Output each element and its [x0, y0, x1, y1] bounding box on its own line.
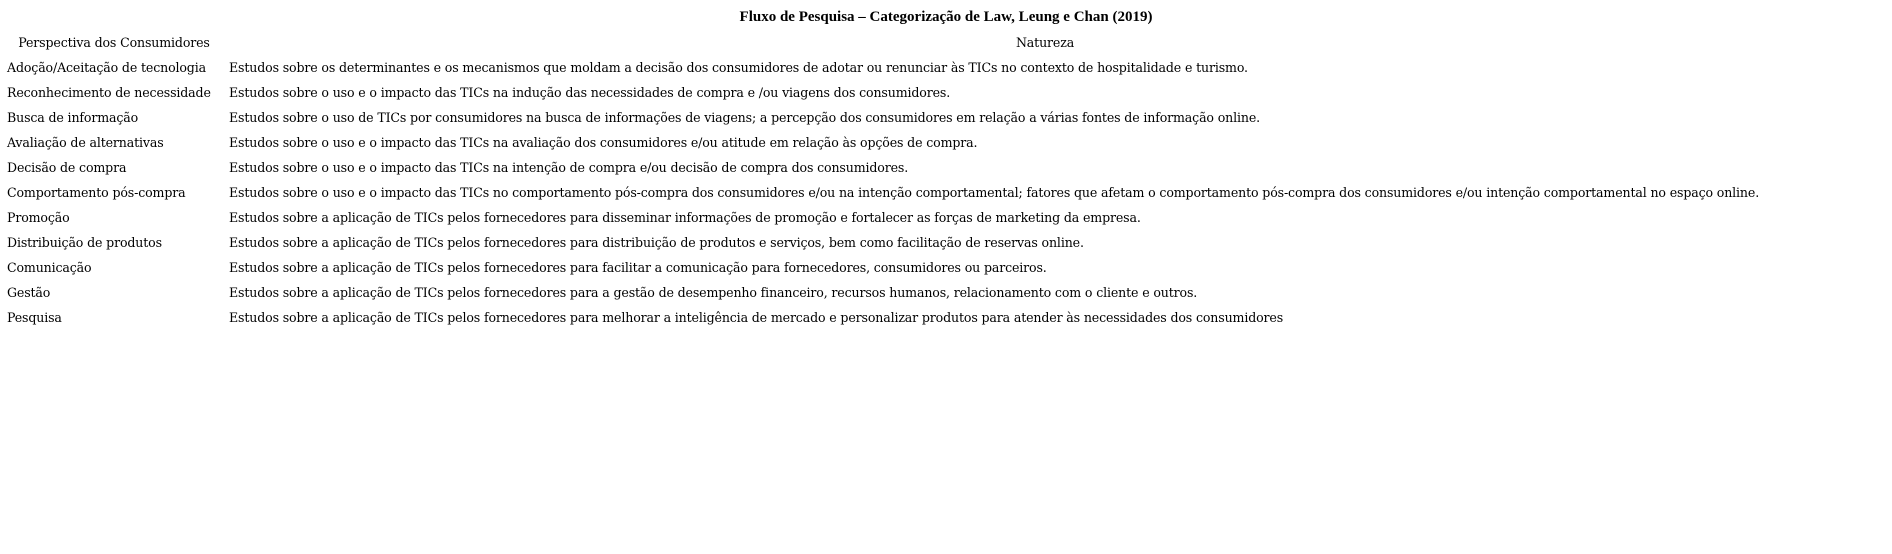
cell-perspectiva[interactable]: Busca de informação: [7, 110, 139, 125]
table-row: [3, 205, 1865, 230]
cell-natureza[interactable]: Estudos sobre a aplicação de TICs pelos fornecedores para a gestão de desempenho financeiro, recursos humanos, relacionamento com o cliente e outros.: [229, 285, 1198, 300]
table-row: [3, 55, 1865, 80]
table-row: [3, 180, 1865, 205]
cell-perspectiva[interactable]: Comportamento pós-compra: [7, 185, 186, 200]
cell-perspectiva[interactable]: Avaliação de alternativas: [7, 135, 164, 150]
cell-perspectiva[interactable]: Distribuição de produtos: [7, 235, 162, 250]
cell-natureza[interactable]: Estudos sobre a aplicação de TICs pelos fornecedores para melhorar a inteligência de mercado e personalizar produtos para atender às necessidades dos consumidores: [229, 310, 1284, 325]
cell-natureza[interactable]: Estudos sobre a aplicação de TICs pelos fornecedores para facilitar a comunicação para fornecedores, consumidores ou parceiros.: [229, 260, 1047, 275]
cell-perspectiva[interactable]: Gestão: [7, 285, 51, 300]
cell-natureza[interactable]: Estudos sobre a aplicação de TICs pelos fornecedores para distribuição de produtos e serviços, bem como facilitação de reservas online.: [229, 235, 1084, 250]
header-perspectiva[interactable]: Perspectiva dos Consumidores: [18, 35, 210, 50]
cell-natureza[interactable]: Estudos sobre os determinantes e os mecanismos que moldam a decisão dos consumidores de adotar ou renunciar às TICs no contexto de hospitalidade e turismo.: [229, 60, 1248, 75]
cell-natureza[interactable]: Estudos sobre o uso e o impacto das TICs no comportamento pós-compra dos consumidores e/ou na intenção comportamental; fatores que afetam o comportamento pós-compra dos consumidores e/ou intenção comportamental no espaço online.: [229, 185, 1760, 200]
table-row: [3, 280, 1865, 305]
cell-natureza[interactable]: Estudos sobre o uso e o impacto das TICs na indução das necessidades de compra e /ou viagens dos consumidores.: [229, 85, 951, 100]
cell-natureza[interactable]: Estudos sobre o uso e o impacto das TICs na intenção de compra e/ou decisão de compra dos consumidores.: [229, 160, 909, 175]
table-row: [3, 155, 1865, 180]
header-natureza[interactable]: Natureza: [1015, 35, 1075, 50]
research-flow-table: [3, 30, 1865, 330]
cell-perspectiva[interactable]: Adoção/Aceitação de tecnologia: [7, 60, 206, 75]
cell-natureza[interactable]: Estudos sobre a aplicação de TICs pelos fornecedores para disseminar informações de promoção e fortalecer as forças de marketing da empresa.: [229, 210, 1141, 225]
table-row: [3, 80, 1865, 105]
table-row: [3, 255, 1865, 280]
cell-perspectiva[interactable]: Comunicação: [7, 260, 92, 275]
cell-perspectiva[interactable]: Promoção: [7, 210, 70, 225]
header-row: [3, 30, 1865, 55]
table-row: [3, 305, 1865, 330]
cell-perspectiva[interactable]: Decisão de compra: [7, 160, 127, 175]
table-row: [3, 230, 1865, 255]
cell-perspectiva[interactable]: Pesquisa: [7, 310, 62, 325]
table-title: Fluxo de Pesquisa – Categorização de Law, Leung e Chan (2019): [739, 9, 1153, 25]
cell-natureza[interactable]: Estudos sobre o uso e o impacto das TICs na avaliação dos consumidores e/ou atitude em relação às opções de compra.: [229, 135, 978, 150]
table-row: [3, 105, 1865, 130]
cell-natureza[interactable]: Estudos sobre o uso de TICs por consumidores na busca de informações de viagens; a percepção dos consumidores em relação a várias fontes de informação online.: [229, 110, 1260, 125]
table-row: [3, 130, 1865, 155]
cell-perspectiva[interactable]: Reconhecimento de necessidade: [7, 85, 211, 100]
